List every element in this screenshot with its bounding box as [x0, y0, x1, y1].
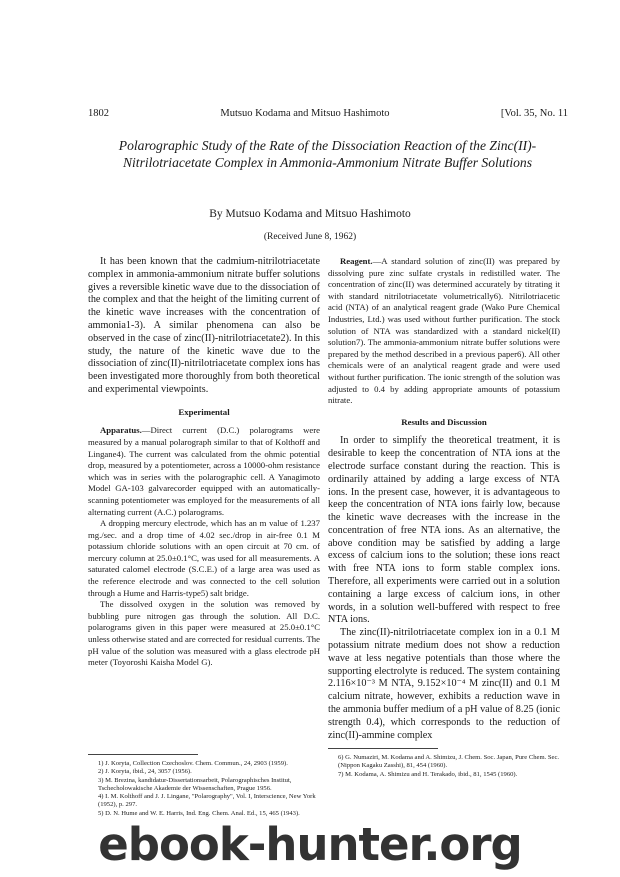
left-footnotes [88, 746, 320, 818]
section-heading-experimental: Experimental [178, 406, 230, 417]
oxygen-paragraph: The dissolved oxygen in the solution was removed by bubbling pure nitrogen gas through the solution. All D.C. polarograms given in this paper were measured at 25.0±0.1°C unless otherwise stated and are corrected for residual currents. The pH value of the solution was measured with a glass electrode pH meter (Toyoroshi Kaisha Model G). [88, 599, 320, 668]
apparatus-label: Apparatus. [100, 425, 142, 436]
footnote: 6) G. Numaziri, M. Kodama and A. Shimizu, J. Chem. Soc. Japan, Pure Chem. Sec. (Nippon Kagaku Zasshi), 81, 454 (1960). [338, 754, 560, 770]
volume-info: [Vol. 35, No. 11 [500, 108, 568, 119]
apparatus-paragraph [88, 425, 320, 518]
page-number: 1802 [88, 108, 109, 119]
dme-paragraph: A dropping mercury electrode, which has an m value of 1.237 mg./sec. and a drop time of 4.02 sec./drop in air-free 0.1 M potassium chloride solutions with an open circuit at 70 cm. of mercury column at 25.0±0.1°C, was used for all measurements. A saturated calomel electrode (S.C.E.) of a large area was used as the reference electrode and was connected to the cell solution through a Hume and Harris-type5) salt bridge. [88, 518, 320, 598]
footnote: 5) D. N. Hume and W. E. Harris, Ind. Eng. Chem. Anal. Ed., 15, 465 (1943). [98, 809, 300, 817]
intro-paragraph: It has been known that the cadmium-nitrilotriacetate complex in ammonia-ammonium nitrate buffer solutions gives a reversible kinetic wave due to the dissociation of the complex and that the height of the limiting current of the kinetic wave increases with the concentration of ammonia1-3). A similar phenomena can also be observed in the case of zinc(II)-nitrilotriacetate2). In this study, the nature of the kinetic wave due to the dissociation of zinc(II)-nitrilotriacetate complex ions has been investigated more thoroughly from both theoretical and experimental viewpoints. [88, 256, 320, 395]
running-authors: Mutsuo Kodama and Mitsuo Hashimoto [220, 108, 390, 119]
apparatus-text: —Direct current (D.C.) polarograms were measured by a manual polarograph similar to that of Kolthoff and Lingane4). The current was calculated from the ohmic potential drop, measured by a potentiometer, across a 10000-ohm resistance which was in series with the polarographic cell. A Yanagimoto Model GA-103 galvarecorder equipped with an automatically-scanning potentiometer was employed for the measurements of all alternating current (A.C.) polarograms. [88, 425, 320, 517]
left-column [88, 256, 320, 669]
watermark: ebook-hunter.org [98, 818, 522, 871]
results-paragraph-1: In order to simplify the theoretical treatment, it is desirable to keep the concentration of NTA ions at the electrode surface constant during the reaction. This is ordinarily attained by adding a large excess of NTA ions. In the present case, however, it is advantageous to keep the concentration of NTA ions fairly low, because the kinetic wave decreases with the increase in the concentration of free NTA ions. As an alternative, the above condition may be satisfied by adding a large excess of calcium ions to the solution; these ions react with free NTA ions to form stable complex ions. Therefore, all experiments were carried out in a solution containing a large excess of calcium ions, in other words, in a solution well-buffered with respect to free NTA ions. [328, 435, 560, 626]
received-date: (Received June 8, 1962) [263, 232, 357, 242]
footnote: 1) J. Koryta, Collection Czechoslov. Chem. Commun., 24, 2903 (1959). [98, 760, 288, 767]
footnote-rule [88, 754, 198, 755]
results-paragraph-2: The zinc(II)-nitrilotriacetate complex ion in a 0.1 M potassium nitrate medium does not show a reduction wave at less negative potentials than those where the supporting electrolyte is reduced. The system containing 2.116×10⁻³ M NTA, 9.152×10⁻⁴ M zinc(II) and 0.1 M calcium nitrate, however, exhibits a reduction wave in the ammonia buffer medium of a pH value of 8.25 (ionic strength 0.4), which corresponds to the reduction of zinc(II)-ammine complex [328, 627, 560, 741]
article-title: Polarographic Study of the Rate of the Dissociation Reaction of the Zinc(II)-Nitrilotriacetate Complex in Ammonia-Ammonium Nitrate Buffer Solutions [118, 138, 537, 170]
running-header [88, 108, 568, 119]
section-heading-results: Results and Discussion [401, 416, 487, 427]
right-column [328, 256, 560, 742]
footnote: 7) M. Kodama, A. Shimizu and H. Terakado, ibid., 81, 1545 (1960). [338, 770, 518, 778]
article-byline: By Mutsuo Kodama and Mitsuo Hashimoto [209, 208, 411, 220]
reagent-paragraph [328, 256, 560, 407]
footnote: 4) I. M. Kolthoff and J. J. Lingane, "Polarography", Vol. I, Interscience, New York (1952), p. 297. [98, 793, 316, 809]
right-footnotes [328, 740, 560, 779]
reagent-text: —A standard solution of zinc(II) was prepared by dissolving pure zinc sulfate crystals in redistilled water. The concentration of zinc(II) was determined accurately by titrating it with standard nitrilotriacetate volumetrically6). Nitrilotriacetic acid (NTA) of an analytical reagent grade (Wako Pure Chemical Industries, Ltd.) was used without further purification. The stock solution of NTA was standardized with a standard nickel(II) solution7). The ammonia-ammonium nitrate buffer solutions were prepared by the method described in a previous paper6). All other chemicals were of an analytical reagent grade and were used without further purification. The ionic strength of the solution was adjusted to 0.4 by adding appropriate amounts of potassium nitrate. [328, 256, 560, 406]
reagent-label: Reagent. [340, 256, 373, 266]
footnote: 3) M. Brezina, kandidatur-Dissertationsarbeit, Polarographisches Institut, Tschecholowakische Akademie der Wissenschaften, Prague 1956. [98, 776, 292, 792]
footnote: 2) J. Koryta, ibid., 24, 3057 (1956). [98, 768, 192, 776]
footnote-rule [328, 748, 438, 749]
